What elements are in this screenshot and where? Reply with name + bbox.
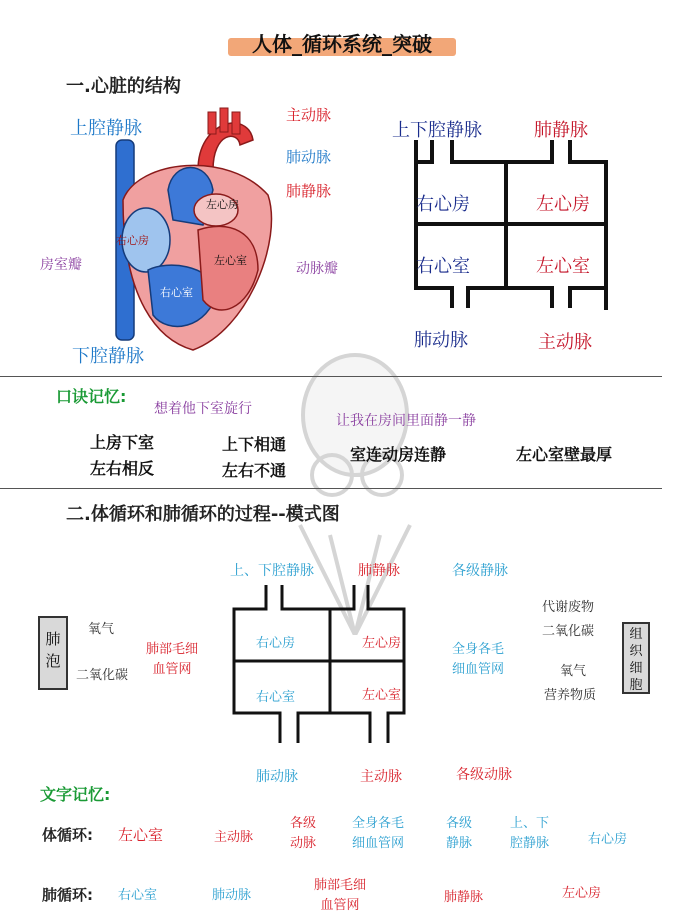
mnemonic-item-3: 上下相通 bbox=[222, 435, 287, 454]
diagram-top-left: 上下腔静脉 bbox=[392, 120, 482, 141]
s2-oxygen-left: 氧气 bbox=[88, 622, 115, 637]
sys-step-1: 左心室 bbox=[118, 826, 164, 844]
sys-step-3 bbox=[290, 814, 316, 854]
s2-ra: 右心房 bbox=[256, 636, 296, 651]
tissue-char-4: 胞 bbox=[629, 678, 643, 693]
heart-schematic bbox=[380, 140, 640, 310]
mnemonic-item-5: 室连动房连静 bbox=[350, 445, 447, 464]
systemic-label: 体循环: bbox=[42, 826, 93, 844]
mnemonic-hint-1: 想着他下室旋行 bbox=[154, 401, 252, 417]
diagram-lv: 左心室 bbox=[536, 256, 590, 277]
label-pulm-artery: 肺动脉 bbox=[286, 148, 332, 166]
sys-step-3-line1: 各级 bbox=[290, 816, 317, 831]
s2-top-right: 各级静脉 bbox=[452, 563, 508, 579]
section1-heading: 一.心脏的结构 bbox=[66, 76, 181, 97]
pul-step-3 bbox=[314, 876, 366, 916]
s2-body-cap-line2: 细血管网 bbox=[452, 662, 505, 677]
sys-step-6-line1: 上、下 bbox=[510, 816, 550, 831]
sys-step-3-line2: 动脉 bbox=[290, 836, 317, 851]
title-block bbox=[228, 26, 456, 58]
sys-step-6-line2: 腔静脉 bbox=[510, 836, 550, 851]
diagram-bottom-left: 肺动脉 bbox=[414, 330, 468, 351]
sys-step-5 bbox=[446, 814, 472, 854]
pul-step-3-line2: 血管网 bbox=[320, 898, 360, 913]
sys-step-5-line2: 静脉 bbox=[446, 836, 473, 851]
sys-step-7: 右心房 bbox=[588, 832, 628, 847]
s2-top-mid: 肺静脉 bbox=[358, 563, 400, 579]
mnemonic-item-6: 左心室壁最厚 bbox=[516, 445, 613, 464]
label-svc: 上腔静脉 bbox=[70, 118, 142, 139]
circulation-schematic bbox=[226, 585, 436, 745]
pul-step-4: 肺静脉 bbox=[444, 890, 484, 905]
s2-co2-right: 二氧化碳 bbox=[542, 624, 595, 639]
s2-bottom-right: 各级动脉 bbox=[456, 767, 512, 783]
divider-2 bbox=[0, 488, 662, 489]
s2-la: 左心房 bbox=[362, 636, 402, 651]
label-av-valve: 房室瓣 bbox=[40, 257, 82, 273]
s2-nutrients: 营养物质 bbox=[544, 688, 597, 703]
tissue-char-3: 细 bbox=[629, 661, 643, 676]
mnemonic-item-4: 左右不通 bbox=[222, 461, 287, 480]
s2-oxygen-right: 氧气 bbox=[560, 664, 587, 679]
s2-bottom-mid: 主动脉 bbox=[360, 769, 402, 785]
heart-rv-label: 右心室 bbox=[160, 286, 193, 299]
label-arterial-valve: 动脉瓣 bbox=[296, 261, 338, 277]
divider-1 bbox=[0, 376, 662, 377]
s2-body-cap-line1: 全身各毛 bbox=[452, 642, 505, 657]
s2-body-capillary bbox=[452, 640, 504, 680]
s2-waste: 代谢废物 bbox=[542, 600, 595, 615]
diagram-la: 左心房 bbox=[536, 194, 590, 215]
alveoli-char-1: 肺 bbox=[45, 630, 61, 648]
heart-la-label: 左心房 bbox=[206, 198, 239, 211]
mnemonic-hint-2: 让我在房间里面静一静 bbox=[336, 413, 476, 429]
s2-rv: 右心室 bbox=[256, 690, 296, 705]
diagram-ra: 右心房 bbox=[416, 194, 470, 215]
s2-lv: 左心室 bbox=[362, 688, 402, 703]
diagram-rv: 右心室 bbox=[416, 256, 470, 277]
label-aorta: 主动脉 bbox=[286, 106, 332, 124]
sys-step-6 bbox=[510, 814, 549, 854]
mnemonic-item-1: 上房下室 bbox=[90, 433, 155, 452]
pul-step-2: 肺动脉 bbox=[212, 888, 252, 903]
pulmonary-label: 肺循环: bbox=[42, 886, 93, 904]
mnemonic-heading: 口诀记忆: bbox=[56, 387, 127, 406]
s2-top-left: 上、下腔静脉 bbox=[230, 563, 314, 579]
pul-step-3-line1: 肺部毛细 bbox=[314, 878, 367, 893]
sys-step-5-line1: 各级 bbox=[446, 816, 473, 831]
tissue-cell-box bbox=[622, 622, 650, 694]
sys-step-2: 主动脉 bbox=[214, 830, 254, 845]
heart-lv-label: 左心室 bbox=[214, 254, 247, 267]
text-memory-heading: 文字记忆: bbox=[40, 785, 111, 804]
s2-pulm-cap-line1: 肺部毛细 bbox=[146, 642, 199, 657]
s2-pulm-cap-line2: 血管网 bbox=[152, 662, 192, 677]
section2-heading: 二.体循环和肺循环的过程--模式图 bbox=[66, 504, 340, 525]
sys-step-4-line2: 细血管网 bbox=[352, 836, 405, 851]
heart-ra-label: 右心房 bbox=[116, 234, 149, 247]
label-ivc: 下腔静脉 bbox=[72, 346, 144, 367]
tissue-char-2: 织 bbox=[629, 644, 643, 659]
pul-step-1: 右心室 bbox=[118, 888, 158, 903]
alveoli-box bbox=[38, 616, 68, 690]
label-pulm-vein: 肺静脉 bbox=[286, 182, 332, 200]
mnemonic-item-2: 左右相反 bbox=[90, 459, 155, 478]
diagram-bottom-right: 主动脉 bbox=[538, 332, 592, 353]
s2-pulm-capillary bbox=[146, 640, 198, 680]
s2-co2-left: 二氧化碳 bbox=[76, 668, 129, 683]
s2-bottom-left: 肺动脉 bbox=[256, 769, 298, 785]
sys-step-4 bbox=[352, 814, 404, 854]
tissue-char-1: 组 bbox=[629, 627, 643, 642]
pul-step-5: 左心房 bbox=[562, 886, 602, 901]
diagram-top-right: 肺静脉 bbox=[534, 120, 588, 141]
page-title: 人体_循环系统_突破 bbox=[252, 32, 432, 56]
alveoli-char-2: 泡 bbox=[45, 652, 61, 670]
sys-step-4-line1: 全身各毛 bbox=[352, 816, 405, 831]
